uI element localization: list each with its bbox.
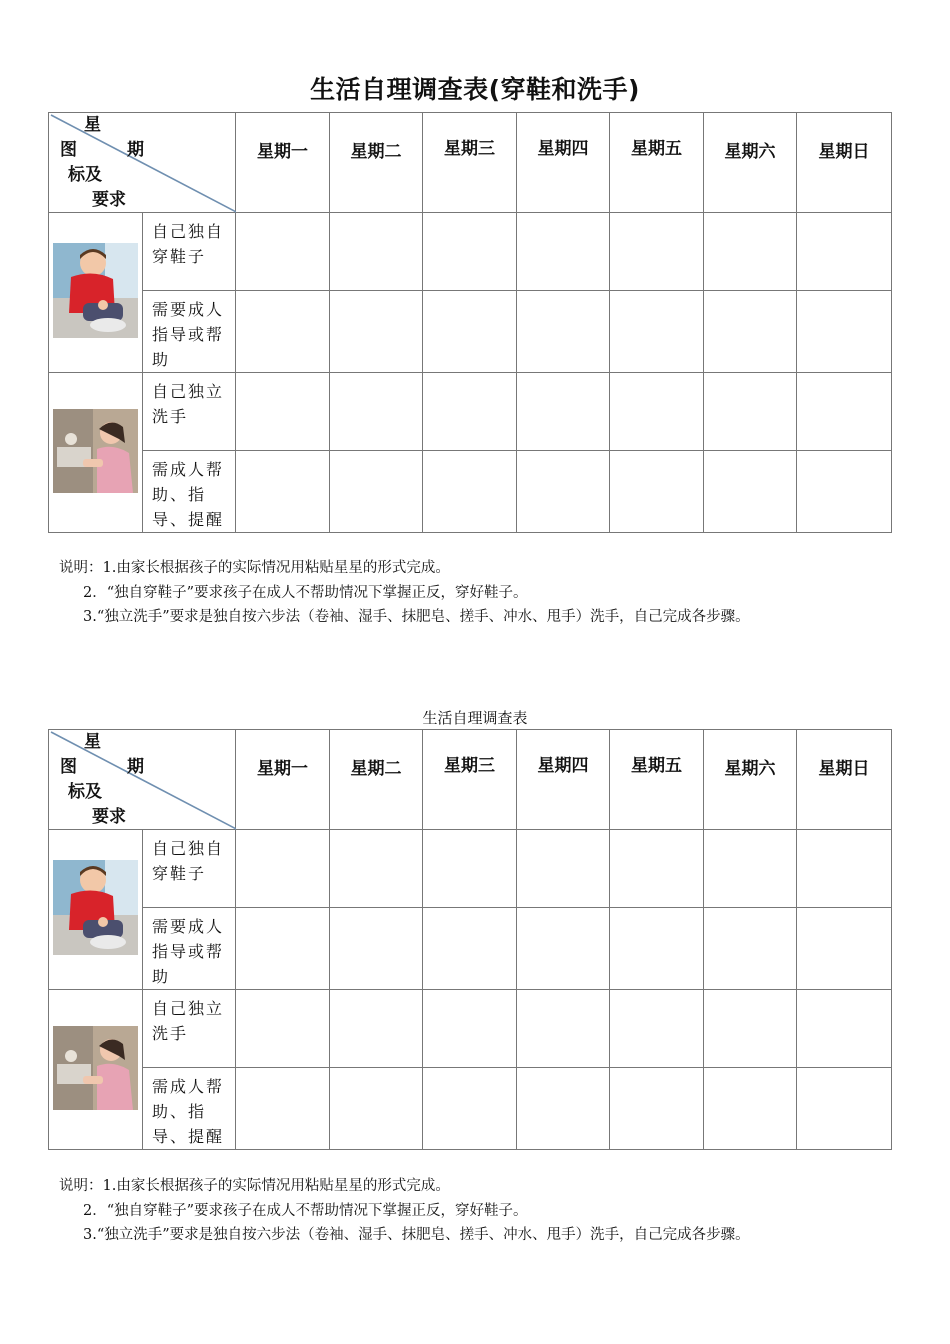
shoes-photo-cell (49, 213, 143, 373)
req-wash-self: 自己独立洗手 (143, 990, 236, 1068)
header-label-star: 星 (84, 732, 101, 752)
cell[interactable] (423, 213, 517, 291)
cell[interactable] (704, 830, 797, 908)
notes-2 (59, 1174, 750, 1248)
child-putting-on-shoes-photo (53, 860, 138, 955)
cell[interactable] (423, 451, 517, 533)
cell[interactable] (610, 291, 704, 373)
cell[interactable] (610, 908, 704, 990)
note-line: 3.“独立洗手”要求是独自按六步法（卷袖、湿手、抹肥皂、搓手、冲水、甩手）洗手，自己完成各步骤。 (83, 609, 750, 625)
cell[interactable] (517, 213, 610, 291)
cell[interactable] (236, 373, 330, 451)
cell[interactable] (704, 990, 797, 1068)
header-label-picture: 图 (60, 757, 77, 777)
cell[interactable] (704, 213, 797, 291)
day-header-tue: 星期二 (330, 113, 423, 213)
req-wash-help: 需成人帮助、指导、提醒 (143, 451, 236, 533)
header-label-period: 期 (127, 140, 144, 160)
cell[interactable] (517, 451, 610, 533)
cell[interactable] (797, 373, 892, 451)
day-header-tue: 星期二 (330, 730, 423, 830)
cell[interactable] (797, 1068, 892, 1150)
cell[interactable] (236, 830, 330, 908)
cell[interactable] (236, 291, 330, 373)
cell[interactable] (704, 1068, 797, 1150)
cell[interactable] (423, 908, 517, 990)
cell[interactable] (236, 451, 330, 533)
cell[interactable] (517, 908, 610, 990)
cell[interactable] (610, 373, 704, 451)
req-shoes-help: 需要成人指导或帮助 (143, 291, 236, 373)
header-label-star: 星 (84, 115, 101, 135)
header-label-requirements: 要求 (92, 807, 126, 827)
cell[interactable] (236, 213, 330, 291)
day-header-thu: 星期四 (517, 113, 610, 213)
header-label-requirements: 要求 (92, 190, 126, 210)
cell[interactable] (797, 291, 892, 373)
cell[interactable] (517, 373, 610, 451)
diagonal-header-cell (49, 113, 236, 213)
cell[interactable] (330, 990, 423, 1068)
day-header-mon: 星期一 (236, 730, 330, 830)
cell[interactable] (330, 373, 423, 451)
cell[interactable] (517, 990, 610, 1068)
cell[interactable] (797, 908, 892, 990)
cell[interactable] (423, 990, 517, 1068)
cell[interactable] (236, 908, 330, 990)
cell[interactable] (517, 291, 610, 373)
cell[interactable] (704, 451, 797, 533)
secondary-title: 生活自理调查表 (422, 709, 528, 727)
cell[interactable] (330, 908, 423, 990)
child-washing-hands-photo (53, 1026, 138, 1110)
day-header-wed: 星期三 (423, 730, 517, 830)
req-wash-self: 自己独立洗手 (143, 373, 236, 451)
cell[interactable] (704, 291, 797, 373)
day-header-wed: 星期三 (423, 113, 517, 213)
day-header-fri: 星期五 (610, 730, 704, 830)
cell[interactable] (704, 908, 797, 990)
cell[interactable] (330, 830, 423, 908)
cell[interactable] (423, 1068, 517, 1150)
survey-table-2 (48, 729, 892, 1150)
cell[interactable] (236, 1068, 330, 1150)
cell[interactable] (423, 373, 517, 451)
note-line: 2．“独自穿鞋子”要求孩子在成人不帮助情况下掌握正反，穿好鞋子。 (83, 584, 528, 601)
note-line: 说明：1.由家长根据孩子的实际情况用粘贴星星的形式完成。 (59, 1178, 450, 1194)
cell[interactable] (797, 213, 892, 291)
cell[interactable] (423, 291, 517, 373)
survey-table-1 (48, 112, 892, 533)
cell[interactable] (330, 1068, 423, 1150)
cell[interactable] (797, 830, 892, 908)
shoes-photo-cell (49, 830, 143, 990)
cell[interactable] (610, 830, 704, 908)
req-wash-help: 需成人帮助、指导、提醒 (143, 1068, 236, 1150)
req-shoes-self: 自己独自穿鞋子 (143, 830, 236, 908)
note-line: 3.“独立洗手”要求是独自按六步法（卷袖、湿手、抹肥皂、搓手、冲水、甩手）洗手，自己完成各步骤。 (83, 1227, 750, 1243)
cell[interactable] (797, 990, 892, 1068)
diagonal-header-cell (49, 730, 236, 830)
cell[interactable] (330, 213, 423, 291)
day-header-sat: 星期六 (704, 730, 797, 830)
day-header-thu: 星期四 (517, 730, 610, 830)
header-label-period: 期 (127, 757, 144, 777)
cell[interactable] (330, 451, 423, 533)
page-title: 生活自理调查表(穿鞋和洗手) (310, 75, 640, 104)
req-shoes-help: 需要成人指导或帮助 (143, 908, 236, 990)
day-header-sun: 星期日 (797, 730, 892, 830)
diagonal-line (49, 113, 236, 214)
note-line: 2．“独自穿鞋子”要求孩子在成人不帮助情况下掌握正反，穿好鞋子。 (83, 1202, 528, 1219)
day-header-fri: 星期五 (610, 113, 704, 213)
wash-photo-cell (49, 373, 143, 533)
cell[interactable] (610, 990, 704, 1068)
child-putting-on-shoes-photo (53, 243, 138, 338)
header-label-picture: 图 (60, 140, 77, 160)
diagonal-line (49, 730, 236, 831)
req-shoes-self: 自己独自穿鞋子 (143, 213, 236, 291)
day-header-mon: 星期一 (236, 113, 330, 213)
cell[interactable] (330, 291, 423, 373)
cell[interactable] (236, 990, 330, 1068)
wash-photo-cell (49, 990, 143, 1150)
cell[interactable] (517, 830, 610, 908)
notes-1 (59, 556, 750, 630)
cell[interactable] (423, 830, 517, 908)
note-line: 说明：1.由家长根据孩子的实际情况用粘贴星星的形式完成。 (59, 560, 450, 576)
day-header-sun: 星期日 (797, 113, 892, 213)
cell[interactable] (797, 451, 892, 533)
header-label-marks: 标及 (68, 782, 102, 802)
header-label-marks: 标及 (68, 165, 102, 185)
cell[interactable] (610, 213, 704, 291)
cell[interactable] (704, 373, 797, 451)
day-header-sat: 星期六 (704, 113, 797, 213)
child-washing-hands-photo (53, 409, 138, 493)
cell[interactable] (610, 451, 704, 533)
cell[interactable] (517, 1068, 610, 1150)
cell[interactable] (610, 1068, 704, 1150)
